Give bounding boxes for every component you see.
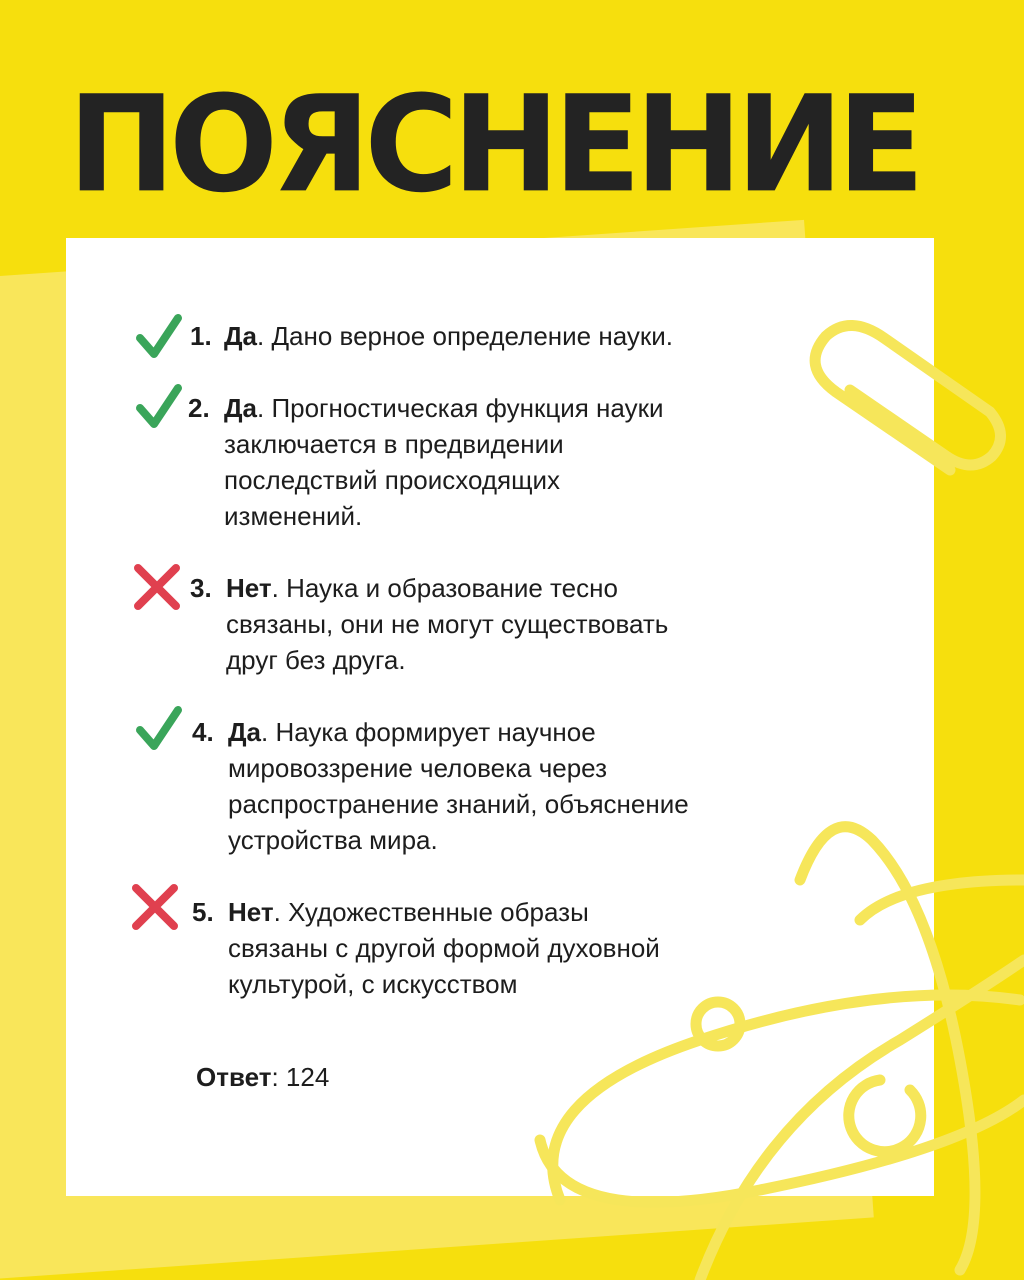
check-icon bbox=[134, 312, 184, 362]
cross-icon bbox=[130, 882, 180, 932]
item-line: Наука и образование тесно bbox=[286, 573, 618, 603]
item-line: заключается в предвидении bbox=[224, 429, 564, 459]
item-line: последствий происходящих bbox=[224, 465, 561, 495]
item-line: мировоззрение человека через bbox=[228, 753, 607, 783]
item-line: устройства мира. bbox=[228, 825, 438, 855]
item-verdict: Да bbox=[228, 717, 261, 747]
check-icon bbox=[134, 382, 184, 432]
item-line: Прогностическая функция науки bbox=[271, 393, 664, 423]
item-verdict: Нет bbox=[228, 897, 274, 927]
item-number: 3. bbox=[190, 573, 212, 603]
item-line: распространение знаний, объяснение bbox=[228, 789, 689, 819]
item-number: 5. bbox=[192, 897, 214, 927]
item-line: связаны, они не могут существовать bbox=[226, 609, 669, 639]
cross-icon bbox=[132, 562, 182, 612]
answer-value: 124 bbox=[285, 1062, 330, 1092]
item-verdict: Да bbox=[224, 321, 257, 351]
item-line: Наука формирует научное bbox=[275, 717, 596, 747]
page-title: ПОЯСНЕНИЕ bbox=[68, 67, 919, 223]
item-text: Да. Прогностическая функция науки заключается в предвидении последствий происходящих изменений. bbox=[224, 393, 664, 531]
answer-label: Ответ bbox=[196, 1062, 272, 1092]
item-line: культурой, с искусством bbox=[228, 969, 518, 999]
item-line: связаны с другой формой духовной bbox=[228, 933, 660, 963]
item-verdict: Нет bbox=[226, 573, 272, 603]
check-icon bbox=[134, 704, 184, 754]
item-line: Дано верное определение науки. bbox=[271, 321, 673, 351]
item-number: 4. bbox=[192, 717, 214, 747]
item-number: 1. bbox=[190, 321, 212, 351]
answer: Ответ: 124 bbox=[196, 1062, 330, 1092]
item-line: друг без друга. bbox=[226, 645, 406, 675]
item-verdict: Да bbox=[224, 393, 257, 423]
item-text: Да. Наука формирует научное мировоззрение человека через распространение знаний, объяснение устройства мира. bbox=[228, 717, 689, 855]
item-text: Нет. Наука и образование тесно связаны, они не могут существовать друг без друга. bbox=[226, 573, 669, 675]
item-number: 2. bbox=[188, 393, 210, 423]
item-line: Художественные образы bbox=[288, 897, 589, 927]
item-line: изменений. bbox=[224, 501, 363, 531]
item-text: Нет. Художественные образы связаны с другой формой духовной культурой, с искусством bbox=[228, 897, 660, 999]
item-text: Да. Дано верное определение науки. bbox=[224, 321, 673, 351]
